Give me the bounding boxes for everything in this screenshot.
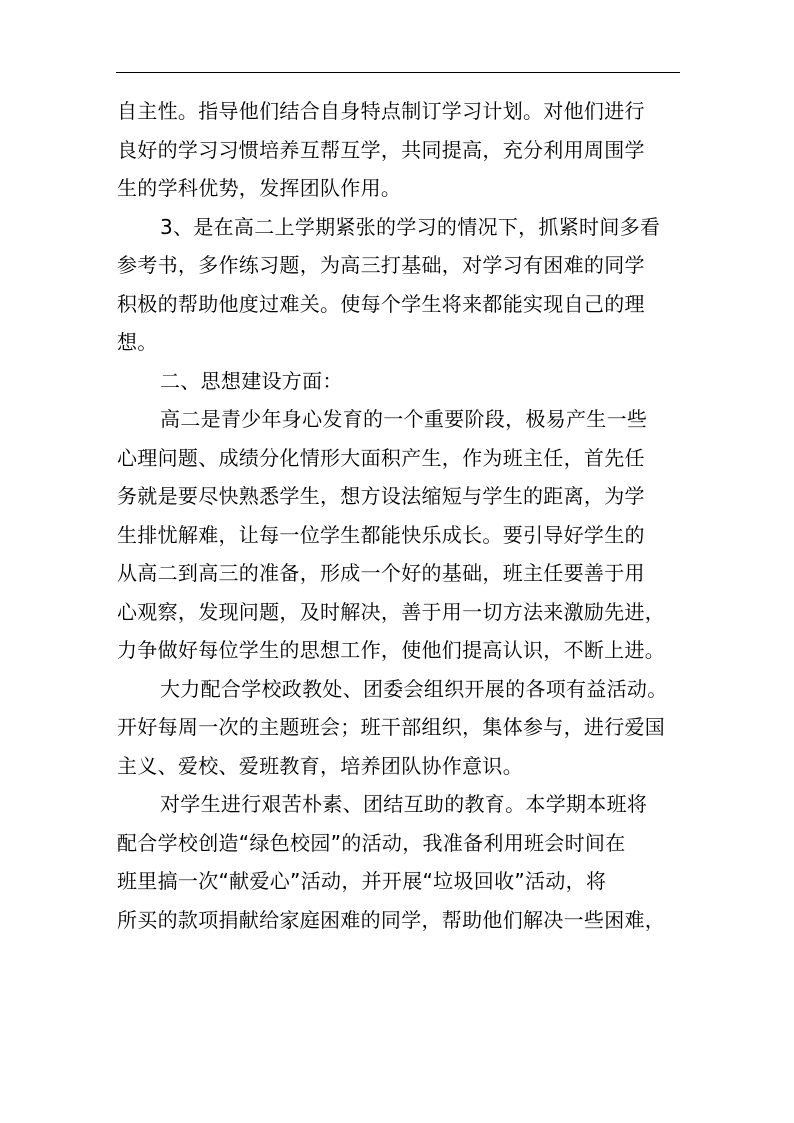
- text-line: 心观察，发现问题，及时解决，善于用一切方法来激励先进，: [117, 599, 666, 624]
- text-line: 生的学科优势，发挥团队作用。: [117, 176, 402, 200]
- text-line: 开好每周一次的主题班会；班干部组织，集体参与，进行爱国: [117, 715, 666, 739]
- text-line: 自主性。指导他们结合自身特点制订学习计划。对他们进行: [117, 99, 645, 123]
- text-line: 高二是青少年身心发育的一个重要阶段，极易产生一些: [160, 407, 648, 431]
- text-line: 力争做好每位学生的思想工作，使他们提高认识，不断上进。: [117, 638, 666, 662]
- text-line: 主义、爱校、爱班教育，培养团队协作意识。: [117, 753, 523, 778]
- section-heading: 二、思想建设方面：: [160, 368, 343, 393]
- text-line: 务就是要尽快熟悉学生，想方设法缩短与学生的距离，为学: [117, 484, 645, 508]
- text-line: 心理问题、成绩分化情形大面积产生，作为班主任，首先任: [117, 445, 645, 470]
- text-line: 从高二到高三的准备，形成一个好的基础，班主任要善于用: [117, 561, 645, 585]
- header-rule: [116, 72, 680, 73]
- text-line: 生排忧解难，让每一位学生都能快乐成长。要引导好学生的: [117, 522, 645, 547]
- text-line: 3、是在高二上学期紧张的学习的情况下，抓紧时间多看: [160, 214, 661, 239]
- text-line: 配合学校创造“绿色校园”的活动，我准备利用班会时间在: [117, 830, 626, 855]
- text-line: 班里搞一次“献爱心”活动，并开展“垃圾回收”活动，将: [117, 869, 607, 893]
- text-line: 大力配合学校政教处、团委会组织开展的各项有益活动。: [160, 676, 668, 701]
- text-line: 想。: [117, 330, 158, 354]
- text-line: 积极的帮助他度过难关。使每个学生将来都能实现自己的理: [117, 291, 645, 316]
- text-line: 所买的款项捐献给家庭困难的同学，帮助他们解决一些困难，: [117, 907, 666, 932]
- text-line: 良好的学习习惯培养互帮互学，共同提高，充分利用周围学: [117, 137, 645, 162]
- text-line: 参考书，多作练习题，为高三打基础，对学习有困难的同学: [117, 253, 645, 277]
- document-body: [117, 92, 677, 939]
- text-line: 对学生进行艰苦朴素、团结互助的教育。本学期本班将: [160, 792, 648, 816]
